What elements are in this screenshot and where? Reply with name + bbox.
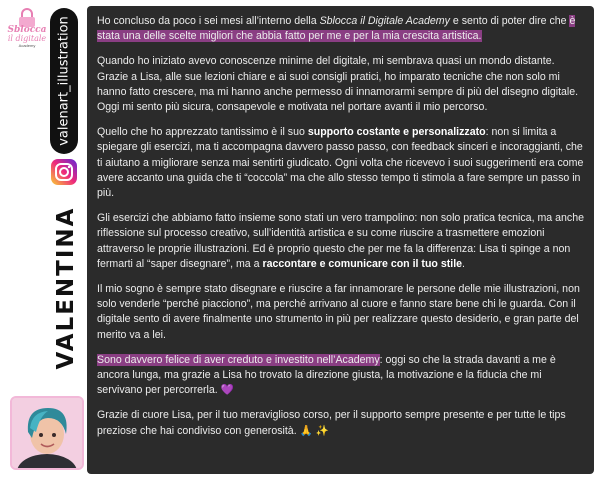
instagram-icon[interactable] — [51, 159, 77, 185]
instagram-handle: valenart_illustration — [56, 16, 72, 146]
testimonial-card — [87, 6, 594, 474]
bold-text: supporto costante e personalizzato — [307, 126, 486, 139]
academy-logo — [6, 8, 48, 60]
testimonial-paragraph-5: Il mio sogno è sempre stato disegnare e riuscire a far innamorare le persone delle mie illustrazioni, non solo venderle “perché piacciono”, ma perché arrivano al cuore e fanno stare bene chi le guarda. Con il digitale sento di avere finalmente uno strumento in più per realizzare questo desiderio, e gran parte del merito va a lei. — [97, 283, 580, 341]
instagram-handle-pill[interactable] — [50, 8, 78, 154]
author-name: VALENTINA — [53, 206, 79, 370]
highlight-text: è stata una delle scelte migliori che abbia fatto per me e per la mia crescita artistica. — [97, 15, 576, 43]
instagram-glyph — [51, 159, 77, 185]
testimonial-paragraph-6: Sono davvero felice di aver creduto e investito nell’Academy: oggi so che la strada davanti a me è ancora lunga, ma grazie a Lisa ho trovato la direzione giusta, la motivazione e la fiducia che mi servivano per percorrerla. 💜 — [97, 353, 556, 397]
avatar-illustration — [12, 398, 82, 468]
pray-sparkles-icon: 🙏 ✨ — [299, 424, 329, 437]
testimonial-paragraph-4: Gli esercizi che abbiamo fatto insieme sono stati un vero trampolino: non solo pratica tecnica, ma anche riflessione sul processo creativo, sull’identità artistica e su come riuscire a trasmettere emozioni attraverso le proprie illustrazioni. Ed è proprio questo che per me fa la differenza: Lisa ti spinge a non fermarti al “saper disegnare”, ma a raccontare e comunicare con il tuo stile. — [97, 212, 584, 270]
purple-heart-icon: 💜 — [220, 384, 234, 397]
bold-text: raccontare e comunicare con il tuo stile — [262, 257, 463, 270]
logo-line-3: Academy — [18, 43, 36, 48]
testimonial-paragraph-2: Quando ho iniziato avevo conoscenze minime del digitale, mi sembrava quasi un mondo distante. Grazie a Lisa, alle sue lezioni chiare e ai suoi consigli pratici, ho imparato tecniche che non solo mi hanno fatto crescere, ma mi hanno anche permesso di innamorarmi sempre di più del disegno digitale. Oggi mi sento più sicura, consapevole e motivata nel portare avanti il mio percorso. — [97, 55, 579, 114]
highlight-text: Sono davvero felice di aver creduto e investito nell’Academy — [97, 353, 380, 366]
academy-name: Sblocca il Digitale Academy — [319, 15, 450, 27]
testimonial-paragraph-1: Ho concluso da poco i sei mesi all’interno della Sblocca il Digitale Academy e sento di poter dire che è stata una delle scelte migliori che abbia fatto per me e per la mia crescita artistica. — [97, 15, 576, 43]
logo-line-2: il digitale — [7, 34, 47, 43]
logo-line-1: Sblocca — [7, 25, 47, 35]
testimonial-paragraph-3: Quello che ho apprezzato tantissimo è il suo supporto costante e personalizzato: non si limita a spiegare gli esercizi, ma ti accompagna davvero passo passo, con feedback sinceri e incoraggianti, che ti aiutano a migliorare senza mai sentirti giudicato. Ogni volta che ricevevo i suoi suggerimenti era come avere accanto una guida che ti “coccola” ma che allo stesso tempo ti stimola a fare sempre un passo in più. — [97, 126, 584, 200]
testimonial-paragraph-7: Grazie di cuore Lisa, per il tuo meraviglioso corso, per il supporto sempre presente e per tutte le tips preziose che hai condiviso con generosità. 🙏 ✨ — [97, 409, 566, 437]
avatar — [10, 396, 84, 470]
